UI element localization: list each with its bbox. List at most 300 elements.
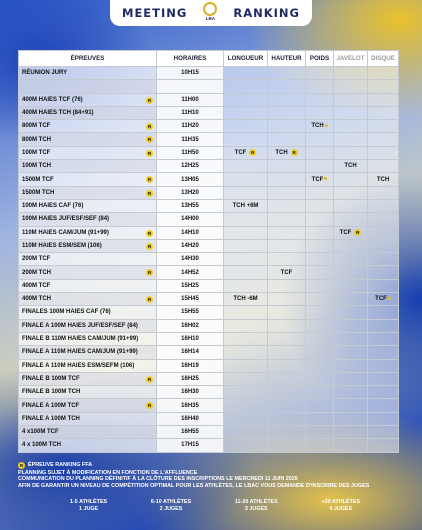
logo-text: LBA [205,16,215,21]
time-cell: 13H55 [157,199,224,212]
time-cell [157,80,224,93]
poids-cell [306,133,334,146]
hauteur-cell [268,146,306,159]
ranking-badge-icon: R [147,230,152,236]
hauteur-cell [268,372,306,385]
hauteur-cell [268,346,306,359]
time-cell: 16H10 [157,332,224,345]
ranking-badge-icon: R [147,150,152,156]
event-cell [19,439,157,452]
event-name: FINALE B 100M TCH [22,389,81,396]
poids-cell [306,279,334,292]
event-name: 400M TCH [22,296,52,303]
col-header-poids: POIDS [306,51,334,67]
event-cell [19,253,157,266]
table-row [19,67,399,80]
ranking-badge-icon: R [147,124,152,130]
longueur-cell [224,160,268,173]
disque-cell [368,386,399,399]
event-name: 100M HAIES JUF/ESF/SEF (84) [22,216,110,223]
disque-cell [368,346,399,359]
time-cell: 14H10 [157,226,224,239]
javelot-cell [334,213,368,226]
judge-tier-athletes: 6-10 ATHLÈTES [150,499,192,505]
header-title-right: RANKING [233,6,300,20]
table-row [19,213,399,226]
time-cell: 13H05 [157,173,224,186]
notes-block [18,462,408,489]
javelot-cell [334,160,368,173]
time-cell: 16H30 [157,386,224,399]
event-cell [19,319,157,332]
javelot-cell [334,359,368,372]
poids-cell [306,346,334,359]
javelot-cell [334,412,368,425]
disque-cell [368,399,399,412]
event-name: 100M TCF [22,149,51,156]
disque-cell [368,120,399,133]
longueur-cell [224,213,268,226]
longueur-cell [224,293,268,306]
table-row [19,346,399,359]
longueur-cell [224,319,268,332]
disque-cell [368,372,399,385]
hauteur-cell [268,253,306,266]
judge-tier-judges: 2 JUGES [159,506,183,512]
poids-cell [306,332,334,345]
event-name: 100M HAIES CAF (76) [22,203,84,210]
event-cell [19,106,157,119]
col-header-javelot: JAVELOT [334,51,368,67]
header-banner [110,0,312,26]
time-cell: 10H15 [157,67,224,80]
longueur-cell [224,266,268,279]
event-name: FINALES 100M HAIES CAF (76) [22,309,111,316]
longueur-cell [224,306,268,319]
disque-cell [368,199,399,212]
hauteur-cell [268,80,306,93]
disque-cell [368,332,399,345]
event-name: FINALE A 110M HAIES ESM/SEFM (106) [22,362,135,369]
longueur-cell [224,239,268,252]
time-cell: 13H20 [157,186,224,199]
discipline-group: TCH [344,163,357,170]
table-row [19,226,399,239]
poids-cell [306,106,334,119]
javelot-cell [334,106,368,119]
poids-cell [306,319,334,332]
hauteur-cell [268,279,306,292]
poids-cell [306,120,334,133]
table-row [19,239,399,252]
ranking-badge-icon: R [147,270,152,276]
event-cell [19,146,157,159]
longueur-cell [224,80,268,93]
event-cell [19,426,157,439]
time-cell: 11H00 [157,93,224,106]
event-name: FINALE A 110M HAIES CAM/JUM (91+99) [22,349,138,356]
javelot-cell [334,253,368,266]
col-header-times: HORAIRES [157,51,224,67]
event-name: 110M HAIES ESM/SEM (106) [22,243,102,249]
javelot-cell [334,266,368,279]
hauteur-cell [268,266,306,279]
event-cell [19,293,157,306]
event-name: 200M TCH [22,269,52,276]
poids-cell [306,67,334,80]
ranking-badge-icon: R [251,150,255,156]
hauteur-cell [268,133,306,146]
javelot-cell [334,426,368,439]
longueur-cell [224,412,268,425]
event-cell [19,173,157,186]
longueur-cell [224,120,268,133]
event-cell [19,239,157,252]
col-header-longueur: LONGUEUR [224,51,268,67]
longueur-cell [224,106,268,119]
disque-cell [368,426,399,439]
javelot-cell [334,332,368,345]
poids-cell [306,226,334,239]
longueur-cell [224,359,268,372]
ranking-badge-icon: R [292,150,296,156]
time-cell: 15H45 [157,293,224,306]
col-header-hauteur: HAUTEUR [268,51,306,67]
javelot-cell [334,133,368,146]
event-name: FINALE B 100M TCF [22,375,80,382]
event-cell [19,346,157,359]
disque-cell [368,133,399,146]
event-name: 800M TCH [22,136,52,143]
judge-tier-judges: 3 JUGES [244,506,268,512]
javelot-cell [334,399,368,412]
event-name: 110M HAIES CAM/JUM (91+99) [22,229,109,236]
ranking-badge-icon: R [147,97,152,103]
discipline-group: TCH [275,150,288,157]
hauteur-cell [268,160,306,173]
hauteur-cell [268,186,306,199]
ranking-badge-icon: R [147,403,152,409]
discipline-group: TCF [375,296,387,303]
longueur-cell [224,279,268,292]
note-line-2: COMMUNICATION DU PLANNING DÉFINITIF À LA CLÔTURE DES INSCRIPTIONS LE MERCREDI 11 JUIN 2025 [18,476,298,483]
ranking-badge-icon: R [147,177,152,183]
time-cell: 12H25 [157,160,224,173]
event-cell [19,160,157,173]
poids-cell [306,266,334,279]
poids-cell [306,439,334,452]
longueur-cell [224,346,268,359]
logo-ring-icon [203,2,217,16]
javelot-cell [334,93,368,106]
discipline-group: TCF [280,269,293,276]
longueur-cell [224,399,268,412]
disque-cell [368,279,399,292]
time-cell: 14H20 [157,239,224,252]
time-cell: 16H35 [157,399,224,412]
poids-cell [306,412,334,425]
disque-cell [368,213,399,226]
table-row [19,359,399,372]
longueur-cell [224,386,268,399]
disque-cell [368,173,399,186]
header-title-left: MEETING [122,6,188,20]
hauteur-cell [268,306,306,319]
longueur-cell [224,93,268,106]
table-row [19,80,399,93]
hauteur-cell [268,239,306,252]
time-cell: 11H20 [157,120,224,133]
table-row [19,372,399,385]
hauteur-cell [268,319,306,332]
ranking-badge-icon: R [147,190,152,196]
poids-cell [306,93,334,106]
discipline-group: TCF [311,176,324,183]
disque-cell [368,239,399,252]
club-logo [199,2,221,26]
hauteur-cell [268,226,306,239]
col-header-events: ÉPREUVES [19,51,157,67]
javelot-cell [334,186,368,199]
event-name: 400M HAIES TCH (84+91) [22,110,94,117]
table-row [19,106,399,119]
event-name: RÉUNION JURY [22,70,68,77]
javelot-cell [334,293,368,306]
event-name: 1500M TCF [22,176,54,183]
poids-cell [306,239,334,252]
hauteur-cell [268,106,306,119]
disque-cell [368,93,399,106]
table-row [19,253,399,266]
poids-cell [306,399,334,412]
discipline-group: TCH +6M [232,203,259,210]
table-row [19,186,399,199]
hauteur-cell [268,93,306,106]
disque-cell [368,80,399,93]
hauteur-cell [268,426,306,439]
javelot-cell [334,439,368,452]
poids-cell [306,213,334,226]
event-name: 400M HAIES TCF (76) [22,96,83,103]
col-header-disque: DISQUE [368,51,399,67]
event-cell [19,186,157,199]
hauteur-cell [268,332,306,345]
event-name: FINALE A 100M TCH [22,415,80,422]
ranking-badge-icon: R [147,137,152,143]
event-cell [19,372,157,385]
javelot-cell [334,226,368,239]
hauteur-cell [268,120,306,133]
poids-cell [306,146,334,159]
longueur-cell [224,186,268,199]
ranking-badge-icon: R [147,297,152,303]
event-cell [19,306,157,319]
javelot-cell [334,386,368,399]
hauteur-cell [268,173,306,186]
ranking-badge-icon: R [19,463,24,468]
discipline-group: TCF [339,230,352,237]
legend [18,462,408,469]
event-cell [19,120,157,133]
event-name: 4 x 100M TCH [22,442,62,449]
longueur-cell [224,372,268,385]
disque-cell [368,146,399,159]
poids-cell [306,253,334,266]
note-line-1: PLANNING SUJET À MODIFICATION EN FONCTION DE L'AFFLUENCE [18,470,198,476]
time-cell: 11H10 [157,106,224,119]
hauteur-cell [268,67,306,80]
disque-cell [368,160,399,173]
event-cell [19,80,157,93]
javelot-cell [334,346,368,359]
time-cell: 15H25 [157,279,224,292]
longueur-cell [224,226,268,239]
note-line-3: AFIN DE GARANTIR UN NIVEAU DE COMPÉTITION OPTIMAL POUR LES ATHLÈTES, LE LBAC VOUS DEMANDE D'INSCRIRE DES JUGES [18,482,370,489]
judge-tier [70,499,107,513]
table-row [19,93,399,106]
javelot-cell [334,80,368,93]
time-cell: 17H15 [157,439,224,452]
discipline-group: TCH [311,123,324,130]
ranking-badge-icon: R [147,243,152,249]
javelot-cell [334,67,368,80]
poids-cell [306,426,334,439]
table-row [19,293,399,306]
judge-tier-athletes: +20 ATHLÈTES [321,499,360,505]
table-row [19,306,399,319]
table-row [19,319,399,332]
longueur-cell [224,439,268,452]
event-name: 4 x100M TCF [22,429,59,436]
time-cell: 16H14 [157,346,224,359]
event-cell [19,199,157,212]
event-name: 800M TCF [22,123,51,130]
table-row [19,160,399,173]
judge-tier-athletes: 1-5 ATHLÈTES [70,499,108,505]
disque-cell [368,293,399,306]
judge-tier-judges: 4 JUGES [329,506,353,512]
disque-cell [368,439,399,452]
javelot-cell [334,279,368,292]
longueur-cell [224,426,268,439]
poids-cell [306,186,334,199]
event-name: FINALE A 100M HAIES JUF/ESF/SEF (84) [22,322,138,329]
event-cell [19,386,157,399]
poids-cell [306,372,334,385]
event-cell [19,359,157,372]
javelot-cell [334,173,368,186]
disque-cell [368,319,399,332]
disque-cell [368,306,399,319]
hauteur-cell [268,412,306,425]
poids-cell [306,386,334,399]
discipline-group: TCH -6M [233,296,258,303]
table-row [19,266,399,279]
hauteur-cell [268,359,306,372]
time-cell: 14H00 [157,213,224,226]
poids-cell [306,199,334,212]
event-cell [19,412,157,425]
time-cell: 16H19 [157,359,224,372]
disque-cell [368,359,399,372]
table-row [19,199,399,212]
event-cell [19,266,157,279]
discipline-group: TCF [234,150,247,157]
disque-cell [368,67,399,80]
javelot-cell [334,372,368,385]
schedule-table [18,50,398,453]
discipline-group: TCH [376,176,390,183]
disque-cell [368,412,399,425]
time-cell: 15H55 [157,306,224,319]
table-row [19,146,399,159]
javelot-cell [334,319,368,332]
event-name: 1500M TCH [22,189,55,196]
judge-tier [321,499,360,513]
hauteur-cell [268,293,306,306]
hauteur-cell [268,199,306,212]
disque-cell [368,266,399,279]
poids-cell [306,306,334,319]
hauteur-cell [268,399,306,412]
table-row [19,426,399,439]
table-row [19,399,399,412]
table-row [19,120,399,133]
ranking-dot-icon [388,297,391,300]
judges-requirements [70,499,360,513]
longueur-cell [224,332,268,345]
disque-cell [368,106,399,119]
event-cell [19,399,157,412]
judge-tier-athletes: 11-20 ATHLÈTES [234,499,278,505]
javelot-cell [334,199,368,212]
event-name: 400M TCF [22,282,51,289]
ranking-dot-icon [325,124,328,127]
poids-cell [306,359,334,372]
event-cell [19,226,157,239]
time-cell: 14H52 [157,266,224,279]
table-row [19,332,399,345]
ranking-badge-icon: R [147,376,152,382]
time-cell: 11H35 [157,133,224,146]
event-cell [19,279,157,292]
time-cell: 11H50 [157,146,224,159]
time-cell: 16H40 [157,412,224,425]
event-name: FINALE B 110M HAIES CAM/JUM (91+99) [22,336,139,343]
table-row [19,386,399,399]
poids-cell [306,80,334,93]
time-cell: 16H25 [157,372,224,385]
hauteur-cell [268,439,306,452]
event-cell [19,93,157,106]
table-row [19,412,399,425]
table-row [19,133,399,146]
judge-tier [151,499,191,513]
javelot-cell [334,120,368,133]
longueur-cell [224,173,268,186]
ranking-badge-icon: R [356,230,360,236]
table-row [19,173,399,186]
time-cell: 16H02 [157,319,224,332]
javelot-cell [334,306,368,319]
time-cell: 16H55 [157,426,224,439]
event-name: 100M TCH [22,163,52,170]
event-name: FINALE A 100M TCF [22,402,80,409]
judge-tier-judges: 1 JUGE [78,506,99,512]
legend-label: ÉPREUVE RANKING FFA [28,462,93,469]
poids-cell [306,293,334,306]
longueur-cell [224,133,268,146]
